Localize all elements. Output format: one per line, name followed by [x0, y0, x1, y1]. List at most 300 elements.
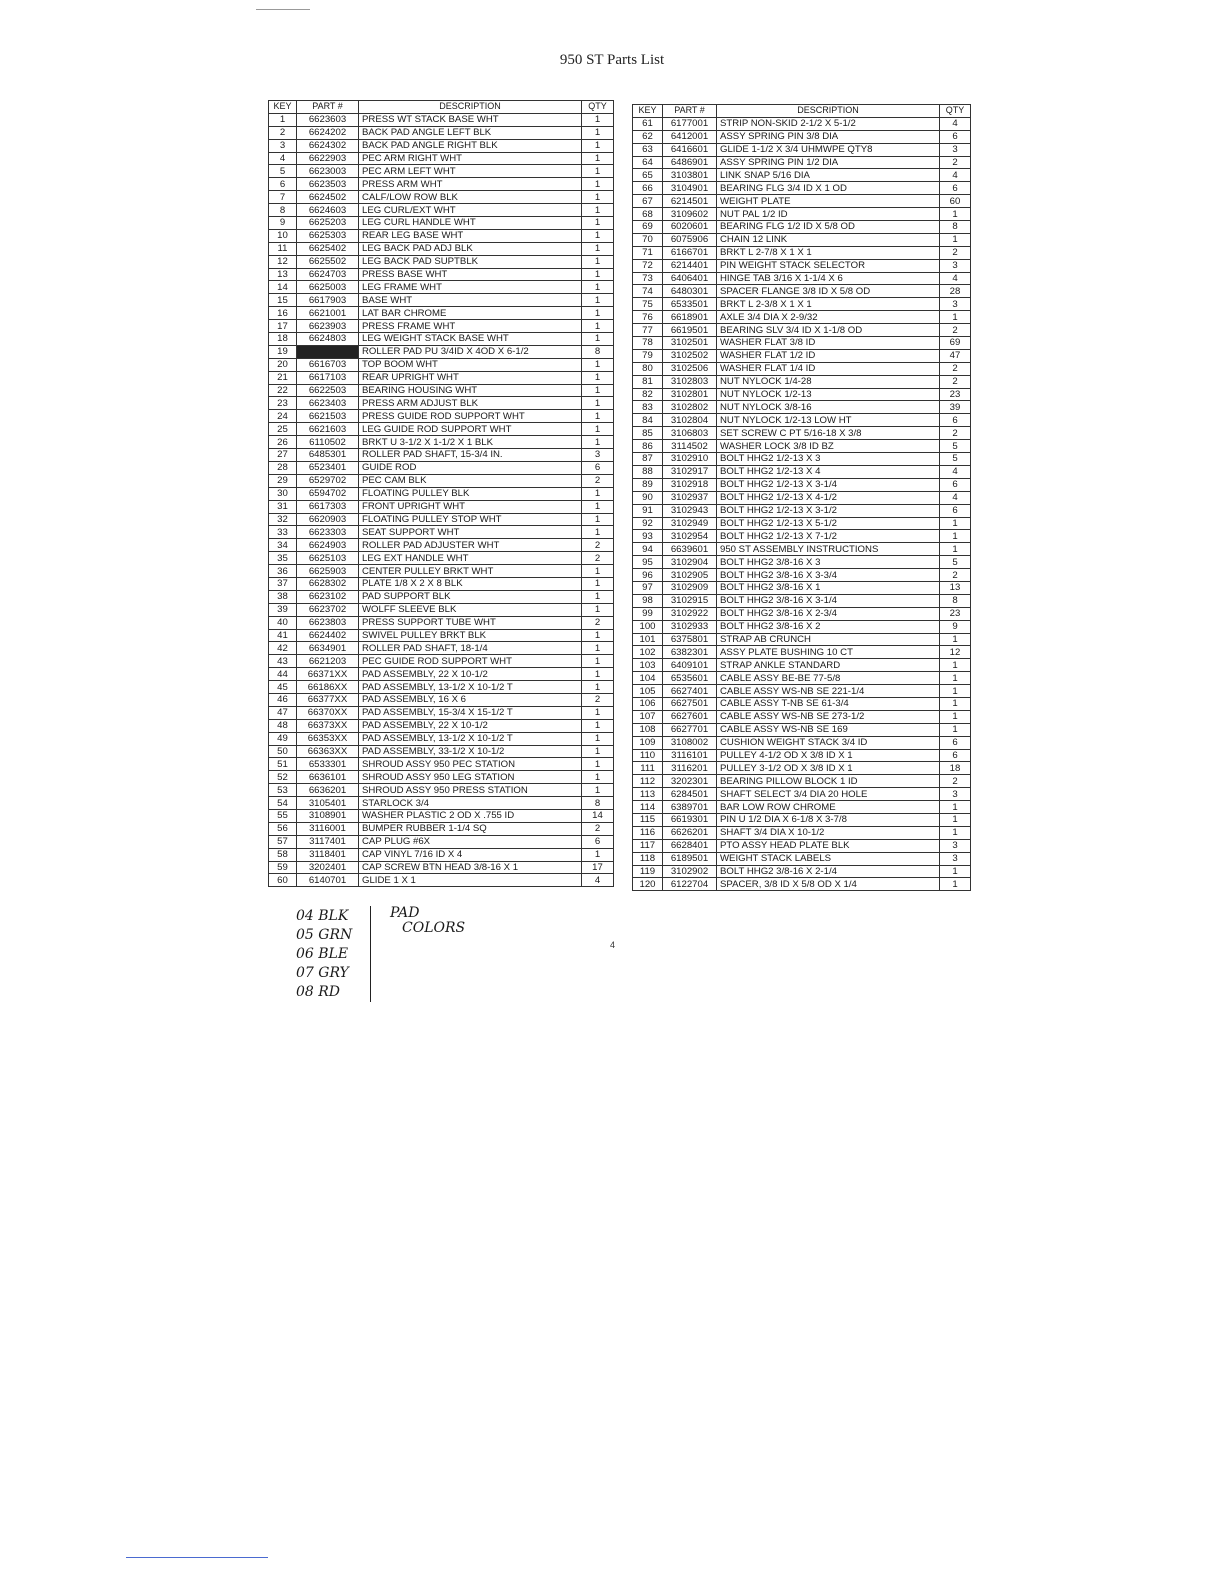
table-row [633, 401, 971, 414]
description-cell: NUT PAL 1/2 ID [717, 208, 940, 221]
description-cell: BEARING SLV 3/4 ID X 1-1/8 OD [717, 324, 940, 337]
qty-cell: 8 [940, 594, 971, 607]
key-cell: 58 [269, 848, 297, 861]
key-cell: 114 [633, 801, 663, 814]
key-cell: 28 [269, 461, 297, 474]
part-number-cell: 3202301 [663, 775, 717, 788]
description-cell: WASHER PLASTIC 2 OD X .755 ID [359, 809, 582, 822]
pad-label-line: COLORS [402, 920, 466, 936]
part-number-cell: 3102937 [663, 491, 717, 504]
qty-cell: 8 [582, 797, 614, 810]
table-row [269, 371, 614, 384]
part-number-cell: 66373XX [297, 719, 359, 732]
key-cell: 51 [269, 758, 297, 771]
table-row [269, 616, 614, 629]
table-row [269, 229, 614, 242]
part-number-cell: 3102917 [663, 465, 717, 478]
qty-cell: 9 [940, 620, 971, 633]
table-row [633, 878, 971, 891]
table-row [269, 242, 614, 255]
part-number-cell: 6621001 [297, 307, 359, 320]
part-number-cell: 3102506 [663, 362, 717, 375]
qty-cell: 1 [582, 745, 614, 758]
qty-cell: 6 [940, 749, 971, 762]
part-number-cell: 6618901 [663, 311, 717, 324]
description-cell: PRESS ARM ADJUST BLK [359, 397, 582, 410]
part-number-cell: 6382301 [663, 646, 717, 659]
part-number-cell: 3116001 [297, 822, 359, 835]
qty-cell: 2 [940, 375, 971, 388]
part-number-cell: 6485301 [297, 449, 359, 462]
table-row [633, 556, 971, 569]
description-cell: BOLT HHG2 3/8-16 X 2-3/4 [717, 607, 940, 620]
part-number-cell: 6529702 [297, 474, 359, 487]
description-column-header: DESCRIPTION [359, 101, 582, 114]
table-row [269, 255, 614, 268]
key-column-header: KEY [269, 101, 297, 114]
description-cell: SET SCREW C PT 5/16-18 X 3/8 [717, 427, 940, 440]
key-cell: 59 [269, 861, 297, 874]
description-cell: NUT NYLOCK 1/2-13 [717, 388, 940, 401]
key-cell: 76 [633, 311, 663, 324]
part-number-cell: 3108901 [297, 809, 359, 822]
table-row [633, 749, 971, 762]
part-number-cell: 3102915 [663, 594, 717, 607]
description-cell: BOLT HHG2 3/8-16 X 2-1/4 [717, 865, 940, 878]
page-number: 4 [610, 940, 616, 950]
key-cell: 80 [633, 362, 663, 375]
key-cell: 5 [269, 165, 297, 178]
qty-cell: 1 [582, 642, 614, 655]
table-row [269, 797, 614, 810]
key-cell: 56 [269, 822, 297, 835]
key-cell: 50 [269, 745, 297, 758]
table-row [633, 246, 971, 259]
key-cell: 107 [633, 710, 663, 723]
table-row [633, 324, 971, 337]
qty-cell: 1 [582, 410, 614, 423]
table-row [269, 565, 614, 578]
key-cell: 88 [633, 465, 663, 478]
key-cell: 55 [269, 809, 297, 822]
description-cell: SHAFT SELECT 3/4 DIA 20 HOLE [717, 788, 940, 801]
table-row [633, 723, 971, 736]
description-cell: BOLT HHG2 1/2-13 X 7-1/2 [717, 530, 940, 543]
part-number-cell: 3114502 [663, 440, 717, 453]
qty-cell: 2 [940, 324, 971, 337]
qty-cell: 5 [940, 453, 971, 466]
part-number-cell: 6623303 [297, 526, 359, 539]
key-cell: 78 [633, 337, 663, 350]
qty-cell: 3 [940, 259, 971, 272]
key-cell: 38 [269, 590, 297, 603]
description-column-header: DESCRIPTION [717, 105, 940, 118]
part-number-cell: 6625003 [297, 281, 359, 294]
description-cell: PULLEY 4-1/2 OD X 3/8 ID X 1 [717, 749, 940, 762]
description-cell: STRIP NON-SKID 2-1/2 X 5-1/2 [717, 117, 940, 130]
table-row [633, 156, 971, 169]
part-number-cell: 6617103 [297, 371, 359, 384]
qty-cell: 3 [940, 298, 971, 311]
key-cell: 1 [269, 113, 297, 126]
parts-table-left [268, 100, 614, 887]
qty-cell: 1 [582, 204, 614, 217]
color-code-note: 08 RD [296, 984, 341, 1000]
description-cell: ROLLER PAD SHAFT, 15-3/4 IN. [359, 449, 582, 462]
description-cell: BOLT HHG2 1/2-13 X 5-1/2 [717, 517, 940, 530]
table-row [269, 449, 614, 462]
qty-cell: 1 [940, 208, 971, 221]
handwritten-color-codes [296, 908, 352, 1003]
key-cell: 22 [269, 384, 297, 397]
table-row [633, 530, 971, 543]
table-row [269, 126, 614, 139]
description-cell: WASHER FLAT 1/2 ID [717, 349, 940, 362]
description-cell: WOLFF SLEEVE BLK [359, 603, 582, 616]
description-cell: PAD ASSEMBLY, 33-1/2 X 10-1/2 [359, 745, 582, 758]
description-cell: LEG WEIGHT STACK BASE WHT [359, 333, 582, 346]
qty-cell: 1 [582, 436, 614, 449]
table-row [269, 745, 614, 758]
part-number-cell: 6627501 [663, 697, 717, 710]
description-cell: PAD ASSEMBLY, 15-3/4 X 15-1/2 T [359, 706, 582, 719]
description-cell: CABLE ASSY WS-NB SE 169 [717, 723, 940, 736]
qty-cell: 18 [940, 762, 971, 775]
part-number-cell: 6214501 [663, 195, 717, 208]
table-row [633, 775, 971, 788]
qty-cell: 4 [940, 272, 971, 285]
part-number-cell: 6621603 [297, 423, 359, 436]
qty-cell: 1 [940, 233, 971, 246]
table-row [633, 672, 971, 685]
table-row [269, 436, 614, 449]
table-row [269, 358, 614, 371]
part-number-cell: 6623603 [297, 113, 359, 126]
part-number-cell: 3102933 [663, 620, 717, 633]
qty-cell: 1 [582, 384, 614, 397]
description-cell: BAR LOW ROW CHROME [717, 801, 940, 814]
description-cell: LEG BACK PAD ADJ BLK [359, 242, 582, 255]
description-cell: SHROUD ASSY 950 PEC STATION [359, 758, 582, 771]
qty-cell: 1 [582, 668, 614, 681]
qty-cell: 1 [582, 771, 614, 784]
description-cell: NUT NYLOCK 1/4-28 [717, 375, 940, 388]
qty-cell: 2 [582, 552, 614, 565]
qty-cell: 2 [940, 246, 971, 259]
part-number-cell: 6214401 [663, 259, 717, 272]
key-cell: 91 [633, 504, 663, 517]
table-row [633, 478, 971, 491]
description-cell: BOLT HHG2 3/8-16 X 3 [717, 556, 940, 569]
table-row [269, 113, 614, 126]
description-cell: BOLT HHG2 1/2-13 X 3 [717, 453, 940, 466]
key-cell: 102 [633, 646, 663, 659]
description-cell: LEG CURL HANDLE WHT [359, 217, 582, 230]
description-cell: BACK PAD ANGLE LEFT BLK [359, 126, 582, 139]
qty-cell: 1 [582, 758, 614, 771]
part-number-cell: 6639601 [663, 543, 717, 556]
part-number-cell: 3102501 [663, 337, 717, 350]
table-row [269, 835, 614, 848]
key-cell: 70 [633, 233, 663, 246]
parts-table-left-body [269, 113, 614, 886]
description-cell: ROLLER PAD ADJUSTER WHT [359, 539, 582, 552]
part-number-cell: 6627401 [663, 685, 717, 698]
description-cell: BACK PAD ANGLE RIGHT BLK [359, 139, 582, 152]
description-cell: SHROUD ASSY 950 PRESS STATION [359, 784, 582, 797]
description-cell: LEG BACK PAD SUPTBLK [359, 255, 582, 268]
part-number-cell: 6623102 [297, 590, 359, 603]
table-row [269, 500, 614, 513]
key-cell: 74 [633, 285, 663, 298]
part-number-cell: 6628302 [297, 577, 359, 590]
key-cell: 10 [269, 229, 297, 242]
description-cell: PAD ASSEMBLY, 22 X 10-1/2 [359, 668, 582, 681]
qty-cell: 1 [582, 655, 614, 668]
key-cell: 87 [633, 453, 663, 466]
table-row [269, 139, 614, 152]
description-cell: SWIVEL PULLEY BRKT BLK [359, 629, 582, 642]
table-row [269, 294, 614, 307]
qty-cell: 2 [940, 362, 971, 375]
key-cell: 110 [633, 749, 663, 762]
description-cell: HINGE TAB 3/16 X 1-1/4 X 6 [717, 272, 940, 285]
page-title: 950 ST Parts List [559, 52, 665, 68]
part-number-cell: 6409101 [663, 659, 717, 672]
description-cell: PULLEY 3-1/2 OD X 3/8 ID X 1 [717, 762, 940, 775]
table-row [633, 272, 971, 285]
qty-cell: 17 [582, 861, 614, 874]
part-number-cell: 3102943 [663, 504, 717, 517]
table-row [633, 491, 971, 504]
part-number-cell: 6624502 [297, 191, 359, 204]
key-cell: 68 [633, 208, 663, 221]
description-cell: BASE WHT [359, 294, 582, 307]
part-number-cell: 6624603 [297, 204, 359, 217]
part-number-cell: 3108002 [663, 736, 717, 749]
description-cell: PAD ASSEMBLY, 22 X 10-1/2 [359, 719, 582, 732]
qty-cell: 1 [582, 268, 614, 281]
table-row [633, 337, 971, 350]
description-cell: GUIDE ROD [359, 461, 582, 474]
key-cell: 85 [633, 427, 663, 440]
key-cell: 108 [633, 723, 663, 736]
key-cell: 31 [269, 500, 297, 513]
key-cell: 27 [269, 449, 297, 462]
table-row [269, 191, 614, 204]
description-cell: CABLE ASSY WS-NB SE 221-1/4 [717, 685, 940, 698]
table-row [633, 298, 971, 311]
part-number-cell: 6624402 [297, 629, 359, 642]
part-number-cell: 6616703 [297, 358, 359, 371]
qty-cell: 1 [582, 487, 614, 500]
qty-cell: 1 [582, 719, 614, 732]
qty-cell: 1 [582, 513, 614, 526]
qty-cell: 1 [582, 603, 614, 616]
table-row [633, 362, 971, 375]
qty-cell: 1 [582, 681, 614, 694]
qty-cell: 1 [940, 878, 971, 891]
key-cell: 39 [269, 603, 297, 616]
table-row [633, 826, 971, 839]
description-cell: PIN WEIGHT STACK SELECTOR [717, 259, 940, 272]
qty-cell: 6 [940, 182, 971, 195]
description-cell: BOLT HHG2 3/8-16 X 3-1/4 [717, 594, 940, 607]
description-cell: WASHER FLAT 3/8 ID [717, 337, 940, 350]
table-row [269, 217, 614, 230]
key-cell: 11 [269, 242, 297, 255]
qty-cell: 1 [582, 629, 614, 642]
description-cell: BEARING PILLOW BLOCK 1 ID [717, 775, 940, 788]
table-row [633, 440, 971, 453]
qty-cell: 23 [940, 607, 971, 620]
table-row [269, 423, 614, 436]
key-cell: 40 [269, 616, 297, 629]
qty-cell: 2 [940, 427, 971, 440]
key-cell: 17 [269, 320, 297, 333]
description-cell: FRONT UPRIGHT WHT [359, 500, 582, 513]
part-number-cell: 3102954 [663, 530, 717, 543]
part-number-cell: 6621203 [297, 655, 359, 668]
part-number-cell: 6624703 [297, 268, 359, 281]
table-row [269, 784, 614, 797]
key-cell: 83 [633, 401, 663, 414]
qty-cell: 3 [940, 839, 971, 852]
key-cell: 106 [633, 697, 663, 710]
table-row [269, 732, 614, 745]
qty-cell: 2 [940, 156, 971, 169]
qty-cell: 1 [582, 784, 614, 797]
qty-cell: 1 [582, 590, 614, 603]
key-cell: 35 [269, 552, 297, 565]
description-cell: CABLE ASSY BE-BE 77-5/8 [717, 672, 940, 685]
qty-cell: 1 [940, 697, 971, 710]
part-number-cell: 6625303 [297, 229, 359, 242]
part-number-cell: 66353XX [297, 732, 359, 745]
key-cell: 26 [269, 436, 297, 449]
description-cell: PAD ASSEMBLY, 13-1/2 X 10-1/2 T [359, 681, 582, 694]
part-number-cell: 6623003 [297, 165, 359, 178]
table-row [269, 165, 614, 178]
description-cell: PAD SUPPORT BLK [359, 590, 582, 603]
qty-cell: 1 [582, 152, 614, 165]
key-cell: 42 [269, 642, 297, 655]
description-cell: WASHER FLAT 1/4 ID [717, 362, 940, 375]
key-cell: 89 [633, 478, 663, 491]
part-number-cell: 6617303 [297, 500, 359, 513]
handwritten-pad-colors-label [390, 906, 465, 936]
qty-cell: 1 [582, 577, 614, 590]
part-number-cell: 66186XX [297, 681, 359, 694]
key-cell: 12 [269, 255, 297, 268]
part-number-cell: 6622903 [297, 152, 359, 165]
table-row [269, 809, 614, 822]
part-number-cell: 3102904 [663, 556, 717, 569]
key-cell: 24 [269, 410, 297, 423]
description-cell: CHAIN 12 LINK [717, 233, 940, 246]
qty-column-header: QTY [940, 105, 971, 118]
key-cell: 30 [269, 487, 297, 500]
key-cell: 20 [269, 358, 297, 371]
table-row [633, 813, 971, 826]
qty-cell: 3 [582, 449, 614, 462]
qty-cell: 1 [582, 526, 614, 539]
table-row [633, 710, 971, 723]
key-cell: 63 [633, 143, 663, 156]
part-number-cell: 6177001 [663, 117, 717, 130]
key-cell: 71 [633, 246, 663, 259]
qty-cell: 2 [582, 822, 614, 835]
table-row [269, 848, 614, 861]
description-cell: PEC GUIDE ROD SUPPORT WHT [359, 655, 582, 668]
part-number-cell: 3102803 [663, 375, 717, 388]
key-cell: 93 [633, 530, 663, 543]
key-cell: 98 [633, 594, 663, 607]
part-number-cell: 6625103 [297, 552, 359, 565]
table-row [633, 117, 971, 130]
part-number-cell: 6625203 [297, 217, 359, 230]
qty-cell: 1 [940, 801, 971, 814]
key-cell: 48 [269, 719, 297, 732]
key-cell: 118 [633, 852, 663, 865]
description-cell: NUT NYLOCK 1/2-13 LOW HT [717, 414, 940, 427]
part-number-cell: 66371XX [297, 668, 359, 681]
qty-cell: 6 [940, 478, 971, 491]
table-row [633, 427, 971, 440]
description-cell: PRESS WT STACK BASE WHT [359, 113, 582, 126]
qty-cell: 60 [940, 195, 971, 208]
table-row [633, 375, 971, 388]
key-cell: 84 [633, 414, 663, 427]
description-cell: PRESS SUPPORT TUBE WHT [359, 616, 582, 629]
table-row [269, 333, 614, 346]
table-row [269, 642, 614, 655]
key-cell: 92 [633, 517, 663, 530]
qty-cell: 1 [940, 865, 971, 878]
table-row [633, 259, 971, 272]
table-row [633, 659, 971, 672]
qty-cell: 3 [940, 852, 971, 865]
part-number-cell: 6625903 [297, 565, 359, 578]
qty-cell: 5 [940, 556, 971, 569]
key-cell: 112 [633, 775, 663, 788]
key-cell: 115 [633, 813, 663, 826]
description-cell: CALF/LOW ROW BLK [359, 191, 582, 204]
qty-cell: 1 [582, 217, 614, 230]
qty-cell: 1 [940, 311, 971, 324]
description-cell: CUSHION WEIGHT STACK 3/4 ID [717, 736, 940, 749]
qty-cell: 1 [582, 732, 614, 745]
part-number-cell: 6627601 [663, 710, 717, 723]
table-row [269, 668, 614, 681]
part-number-cell: 6486901 [663, 156, 717, 169]
color-code-note: 07 GRY [296, 965, 349, 981]
part-number-cell: 6075906 [663, 233, 717, 246]
description-cell: LEG EXT HANDLE WHT [359, 552, 582, 565]
key-cell: 81 [633, 375, 663, 388]
table-row [269, 410, 614, 423]
part-number-cell: 3102804 [663, 414, 717, 427]
key-cell: 8 [269, 204, 297, 217]
qty-cell: 1 [582, 320, 614, 333]
description-cell: REAR LEG BASE WHT [359, 229, 582, 242]
description-cell: STARLOCK 3/4 [359, 797, 582, 810]
key-cell: 100 [633, 620, 663, 633]
qty-cell: 1 [940, 685, 971, 698]
description-cell: BEARING HOUSING WHT [359, 384, 582, 397]
key-cell: 34 [269, 539, 297, 552]
description-cell: PRESS BASE WHT [359, 268, 582, 281]
